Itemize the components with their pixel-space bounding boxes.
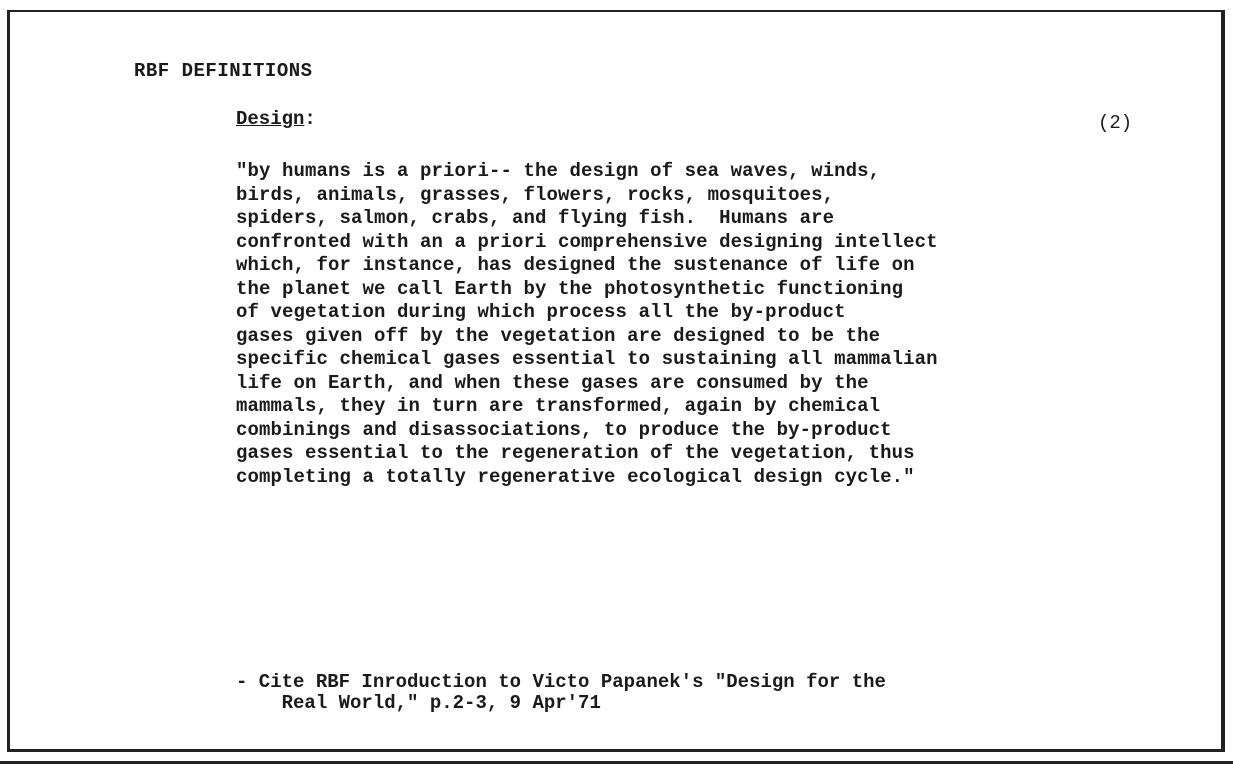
term-word: Design	[236, 108, 305, 130]
term-label	[236, 108, 316, 130]
next-card-edge	[0, 761, 1233, 764]
citation: - Cite RBF Inroduction to Victo Papanek's "Design for the Real World," p.2-3, 9 Apr'71	[236, 671, 886, 714]
definition-quote: "by humans is a priori-- the design of sea waves, winds, birds, animals, grasses, flowers, rocks, mosquitoes, spiders, salmon, crabs, and flying fish. Humans are confronted with an a priori comprehensive designing intellect which, for instance, has designed the sustenance of life on the planet we call Earth by the photosynthetic functioning of vegetation during which process all the by-product gases given off by the vegetation are designed to be the specific chemical gases essential to sustaining all mammalian life on Earth, and when these gases are consumed by the mammals, they in turn are transformed, again by chemical combinings and disassociations, to produce the by-product gases essential to the regeneration of the vegetation, thus completing a totally regenerative ecological design cycle."	[236, 160, 938, 488]
document-heading: RBF DEFINITIONS	[134, 60, 313, 82]
page-number: (2)	[1098, 112, 1133, 134]
term-colon: :	[304, 108, 316, 130]
